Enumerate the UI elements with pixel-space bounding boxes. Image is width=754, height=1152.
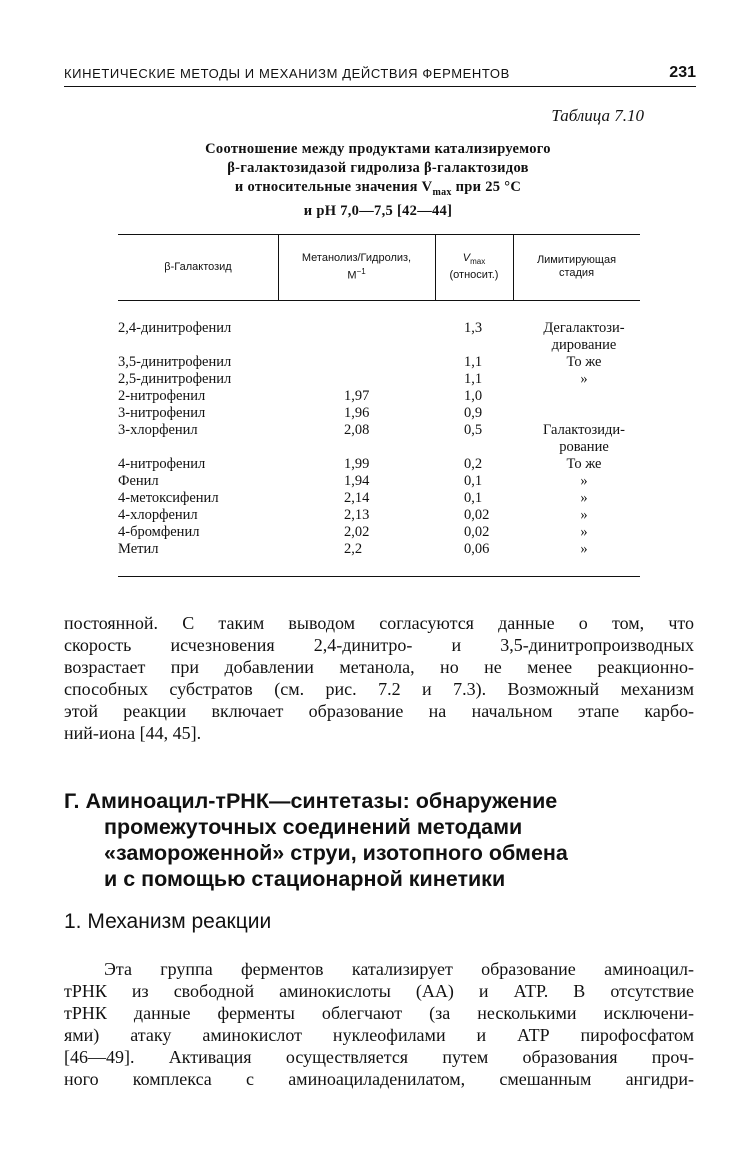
row-9-ratio: 2,14 <box>344 490 370 506</box>
header-stage <box>513 234 640 300</box>
row-1-stage: Дегалактози-дирование <box>543 320 625 353</box>
para2-line-1: Эта группа ферментов катализирует образование аминоацил- <box>104 959 694 979</box>
section-heading-line-3: «замороженной» струи, изотопного обмена <box>104 841 568 865</box>
row-8-substrate: Фенил <box>118 473 159 489</box>
row-1-substrate: 2,4-динитрофенил <box>118 320 232 336</box>
section-heading-line-4: и с помощью стационарной кинетики <box>104 867 506 891</box>
caption-line-1: Соотношение между продуктами катализируемого <box>205 141 551 157</box>
caption-line-3 <box>118 178 638 202</box>
row-10-ratio: 2,13 <box>344 507 370 523</box>
row-4-vmax: 1,0 <box>464 388 483 404</box>
row-4-substrate: 2-нитрофенил <box>118 388 206 404</box>
section-heading-line-2: промежуточных соединений методами <box>104 815 523 839</box>
row-7-ratio: 1,99 <box>344 456 370 472</box>
row-1-vmax: 1,3 <box>464 320 483 336</box>
header-vmax-sub: max <box>470 257 486 267</box>
row-6-stage: Галактозиди-рование <box>543 422 625 455</box>
para2-line-5: [46—49]. Активация осуществляется путем образования проч- <box>64 1047 694 1067</box>
row-9-stage: » <box>580 490 588 506</box>
row-12-ratio: 2,2 <box>344 541 363 557</box>
caption-vmax-sub: max <box>432 186 452 198</box>
table-bottom-rule <box>118 576 640 577</box>
row-3-substrate: 2,5-динитрофенил <box>118 371 232 387</box>
row-11-substrate: 4-бромфенил <box>118 524 200 540</box>
para1-line-4: способных субстратов (см. рис. 7.2 и 7.3). Возможный механизм <box>64 679 694 699</box>
running-head-title: КИНЕТИЧЕСКИЕ МЕТОДЫ И МЕХАНИЗМ ДЕЙСТВИЯ ФЕРМЕНТОВ <box>64 66 510 81</box>
row-2-substrate: 3,5-динитрофенил <box>118 354 232 370</box>
header-substrate <box>118 234 278 300</box>
row-7-vmax: 0,2 <box>464 456 483 472</box>
para2-line-2: тРНК из свободной аминокислоты (АА) и АТР. В отсутствие <box>64 981 694 1001</box>
row-7-stage: То же <box>566 456 602 472</box>
para1-line-1: постоянной. С таким выводом согласуются данные о том, что <box>64 613 694 633</box>
table-caption <box>118 140 638 221</box>
row-9-vmax: 0,1 <box>464 490 483 506</box>
section-heading <box>64 788 704 892</box>
header-ratio-unit: М <box>347 269 357 282</box>
page-number: 231 <box>669 64 696 81</box>
para2-line-4: ями) атаку аминокислот нуклеофилами и АТР пирофосфатом <box>64 1025 694 1045</box>
para1-line-2: скорость исчезновения 2,4-динитро- и 3,5-динитропроизводных <box>64 635 694 655</box>
row-10-vmax: 0,02 <box>464 507 490 523</box>
row-4-ratio: 1,97 <box>344 388 370 404</box>
row-5-ratio: 1,96 <box>344 405 370 421</box>
caption-line-3-tail: при 25 °С <box>451 179 522 195</box>
row-6-ratio: 2,08 <box>344 422 370 438</box>
header-vmax <box>435 234 513 300</box>
row-2-vmax: 1,1 <box>464 354 483 370</box>
table-header-rule <box>118 300 640 301</box>
row-2-stage: То же <box>566 354 602 370</box>
header-ratio-label: Метанолиз/Гидролиз, <box>301 251 412 264</box>
row-5-substrate: 3-нитрофенил <box>118 405 206 421</box>
section-heading-line-1: Г. Аминоацил-тРНК—синтетазы: обнаружение <box>64 789 558 813</box>
subheading: 1. Механизм реакции <box>64 910 272 933</box>
row-6-vmax: 0,5 <box>464 422 483 438</box>
header-substrate-label: β-Галактозид <box>164 260 232 273</box>
header-stage-line2: стадия <box>558 267 595 279</box>
row-9-substrate: 4-метоксифенил <box>118 490 219 506</box>
row-12-stage: » <box>580 541 588 557</box>
para1-line-6: ний-иона [44, 45]. <box>64 723 202 743</box>
header-vmax-symbol: V <box>462 252 471 265</box>
row-8-ratio: 1,94 <box>344 473 370 489</box>
header-ratio <box>278 234 435 300</box>
header-ratio-unit-sup: −1 <box>356 266 366 276</box>
para1-line-3: возрастает при добавлении метанола, но не менее реакционно- <box>64 657 694 677</box>
para1-line-5: этой реакции включает образование на начальном этапе карбо- <box>64 701 694 721</box>
running-head <box>64 64 696 87</box>
row-10-stage: » <box>580 507 588 523</box>
header-stage-line1: Лимитирующая <box>536 254 617 266</box>
caption-line-3-text: и относительные значения V <box>234 179 433 195</box>
row-3-stage: » <box>580 371 588 387</box>
row-8-stage: » <box>580 473 588 489</box>
paragraph-2 <box>64 958 694 1090</box>
row-8-vmax: 0,1 <box>464 473 483 489</box>
row-12-substrate: Метил <box>118 541 159 557</box>
row-6-substrate: 3-хлорфенил <box>118 422 198 438</box>
row-10-substrate: 4-хлорфенил <box>118 507 198 523</box>
row-5-vmax: 0,9 <box>464 405 483 421</box>
row-7-substrate: 4-нитрофенил <box>118 456 206 472</box>
row-11-vmax: 0,02 <box>464 524 490 540</box>
caption-line-2: β-галактозидазой гидролиза β-галактозидов <box>227 160 529 176</box>
row-3-vmax: 1,1 <box>464 371 483 387</box>
row-11-ratio: 2,02 <box>344 524 370 540</box>
para2-line-6: ного комплекса с аминоациладенилатом, смешанным ангидри- <box>64 1069 694 1089</box>
paragraph-1 <box>64 612 694 744</box>
table-label: Таблица 7.10 <box>551 106 644 125</box>
row-12-vmax: 0,06 <box>464 541 490 557</box>
header-vmax-note: (относит.) <box>449 268 499 281</box>
caption-line-4: и pH 7,0—7,5 [42—44] <box>303 202 453 219</box>
row-11-stage: » <box>580 524 588 540</box>
para2-line-3: тРНК данные ферменты облегчают (за несколькими исключени- <box>64 1003 694 1023</box>
